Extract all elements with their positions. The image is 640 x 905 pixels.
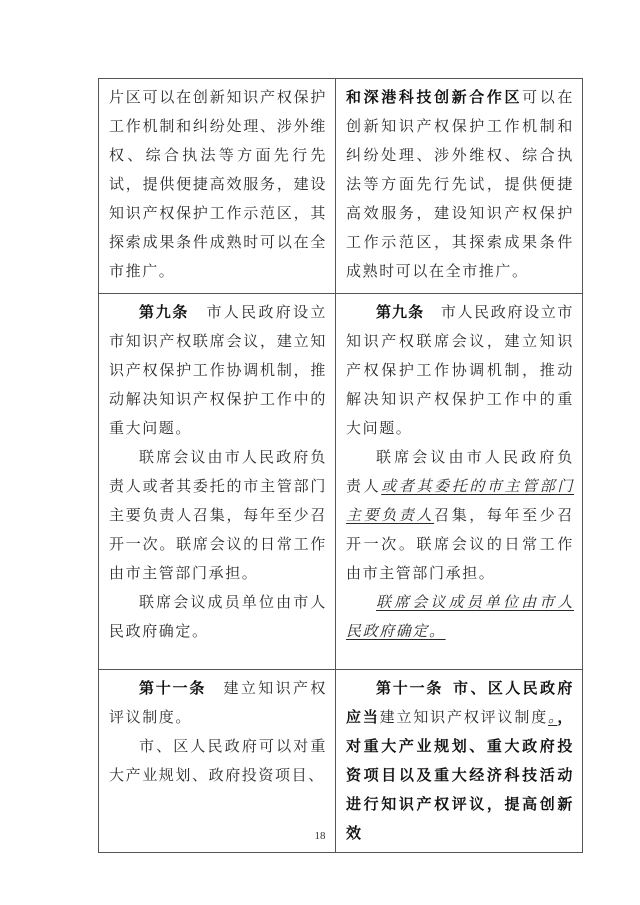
paragraph: 联席会议成员单位由市人民政府确定。 — [109, 593, 327, 640]
revised-text-cell — [336, 670, 583, 853]
text-run: 联席会议由市人民政府负责人 — [346, 448, 574, 495]
inserted-text: 。 — [548, 708, 558, 726]
article-number: 第十一条 — [376, 679, 444, 697]
article-number: 第九条 — [376, 303, 425, 321]
comparison-table — [98, 78, 583, 853]
paragraph — [346, 83, 574, 286]
article-number: 第十一条 — [139, 679, 207, 697]
bold-inserted-text: 市、区人民政府应当 — [346, 679, 574, 726]
inserted-text: 联席会议成员单位由市人民政府确定。 — [346, 593, 574, 640]
paragraph — [109, 674, 327, 732]
table-row — [99, 670, 583, 853]
text-run: 建立知识产权评议制度 — [379, 708, 549, 726]
paragraph — [346, 443, 574, 588]
paragraph — [346, 298, 574, 443]
bold-inserted-text: ，对重大产业规划、重大政府投资项目以及重大经济科技活动进行知识产权评议，提高创新效 — [346, 708, 574, 842]
text-run: 市人民政府设立市知识产权联席会议，建立知识产权保护工作协调机制，推动解决知识产权保护工作中的重大问题。 — [109, 303, 327, 437]
page-number: 18 — [314, 830, 326, 842]
revised-text-cell — [336, 79, 583, 294]
paragraph: 片区可以在创新知识产权保护工作机制和纠纷处理、涉外维权、综合执法等方面先行先试，提供便捷高效服务，建设知识产权保护工作示范区，其探索成果条件成熟时可以在全市推广。 — [109, 88, 327, 280]
revised-text-cell — [336, 294, 583, 670]
table-row — [99, 294, 583, 670]
original-text-cell — [99, 294, 336, 670]
inserted-text: 或者其委托的市主管部门主要负责人 — [346, 477, 574, 524]
paragraph — [346, 674, 574, 848]
bold-inserted-text: 和深港科技创新合作区 — [346, 88, 523, 106]
paragraph — [109, 298, 327, 443]
table-row — [99, 79, 583, 294]
text-run: 召集，每年至少召开一次。联席会议的日常工作由市主管部门承担。 — [346, 506, 574, 582]
text-run: 可以在创新知识产权保护工作机制和纠纷处理、涉外维权、综合执法等方面先行先试，提供便捷高效服务，建设知识产权保护工作示范区，其探索成果条件成熟时可以在全市推广。 — [346, 88, 574, 280]
original-text-cell — [99, 670, 336, 853]
article-number: 第九条 — [139, 303, 190, 321]
paragraph: 联席会议由市人民政府负责人或者其委托的市主管部门主要负责人召集，每年至少召开一次。联席会议的日常工作由市主管部门承担。 — [109, 448, 327, 582]
original-text-cell — [99, 79, 336, 294]
text-run: 建立知识产权评议制度。 — [109, 679, 327, 726]
paragraph: 市、区人民政府可以对重大产业规划、政府投资项目、 — [109, 737, 327, 784]
text-run: 市人民政府设立市知识产权联席会议，建立知识产权保护工作协调机制，推动解决知识产权保护工作中的重大问题。 — [346, 303, 574, 437]
paragraph — [346, 588, 574, 646]
